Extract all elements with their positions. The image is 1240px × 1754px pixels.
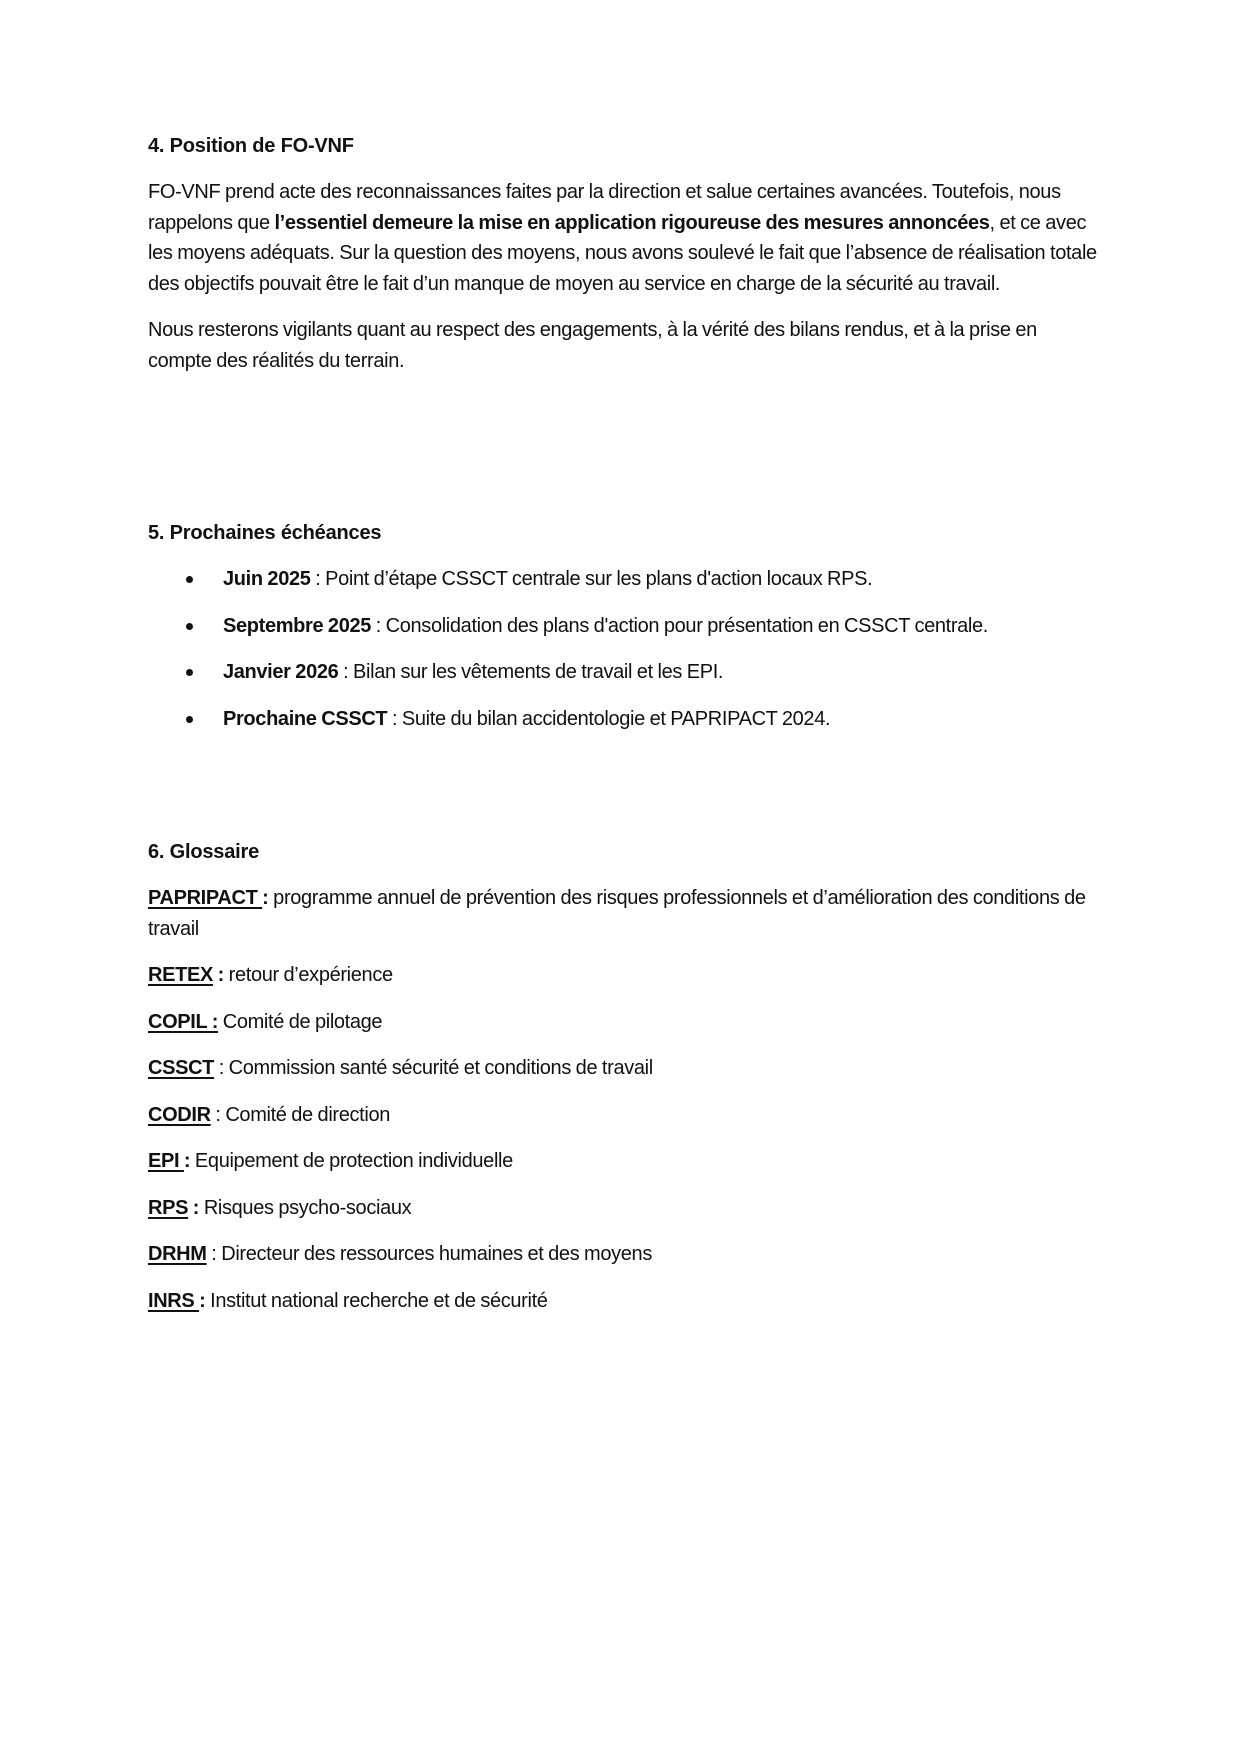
glossary-definition: Directeur des ressources humaines et des moyens bbox=[216, 1243, 652, 1265]
glossary-term: RETEX bbox=[148, 964, 213, 986]
section-heading: 5. Prochaines échéances bbox=[148, 522, 382, 544]
glossary-term: RPS bbox=[148, 1196, 189, 1219]
glossary-list bbox=[148, 883, 1098, 1316]
glossary-separator: : bbox=[188, 1196, 200, 1219]
deadline-text: : Point d’étape CSSCT centrale sur les plans d'action locaux RPS. bbox=[310, 568, 873, 590]
glossary-term: DRHM bbox=[148, 1243, 207, 1265]
glossary-entry bbox=[148, 883, 1098, 944]
glossary-entry bbox=[148, 1053, 1098, 1084]
deadline-label: Juin 2025 bbox=[223, 568, 311, 590]
section-heading: 6. Glossaire bbox=[148, 841, 259, 863]
paragraph-text: FO-VNF prend acte des reconnaissances faites par la direction et salue certaines avancées. Toutefois, nous rappelons que bbox=[148, 181, 1061, 234]
glossary-separator: : bbox=[199, 1289, 206, 1312]
deadline-label: Septembre 2025 bbox=[223, 614, 372, 637]
glossary-term: PAPRIPACT bbox=[148, 887, 263, 909]
bullet-icon bbox=[186, 576, 193, 583]
glossary-entry bbox=[148, 1239, 1098, 1270]
deadline-label: Janvier 2026 bbox=[223, 661, 339, 683]
glossary-definition: Equipement de protection individuelle bbox=[190, 1150, 513, 1172]
section-prochaines-echeances bbox=[148, 518, 1098, 734]
bullet-icon bbox=[186, 623, 193, 630]
glossary-definition: Risques psycho-sociaux bbox=[199, 1196, 412, 1219]
glossary-entry bbox=[148, 1007, 1098, 1038]
glossary-definition: Comité de direction bbox=[220, 1103, 390, 1126]
glossary-entry bbox=[148, 1100, 1098, 1131]
glossary-entry bbox=[148, 1286, 1098, 1317]
deadline-item bbox=[148, 704, 1098, 735]
glossary-definition: Institut national recherche et de sécurité bbox=[205, 1289, 548, 1312]
deadline-text: : Suite du bilan accidentologie et PAPRIPACT 2024. bbox=[387, 707, 831, 730]
deadline-item bbox=[148, 564, 1098, 595]
glossary-entry bbox=[148, 960, 1098, 991]
glossary-definition: programme annuel de prévention des risques professionnels et d’amélioration des conditions de travail bbox=[148, 887, 1086, 940]
glossary-separator: : bbox=[210, 1103, 221, 1126]
section-glossaire bbox=[148, 837, 1098, 1316]
glossary-definition: Commission santé sécurité et conditions de travail bbox=[223, 1057, 653, 1079]
section-heading: 4. Position de FO-VNF bbox=[148, 135, 354, 157]
paragraph-position bbox=[148, 177, 1098, 299]
paragraph-vigilance: Nous resterons vigilants quant au respect des engagements, à la vérité des bilans rendus, et à la prise en compte des réalités du terrain. bbox=[148, 319, 1037, 372]
glossary-term: CODIR bbox=[148, 1103, 211, 1126]
deadline-text: : Bilan sur les vêtements de travail et les EPI. bbox=[338, 661, 724, 683]
glossary-separator: : bbox=[206, 1243, 217, 1265]
glossary-term: EPI bbox=[148, 1150, 184, 1172]
glossary-separator: : bbox=[183, 1150, 191, 1172]
glossary-definition: retour d’expérience bbox=[223, 964, 393, 986]
glossary-separator: : bbox=[262, 887, 269, 909]
bullet-icon bbox=[186, 669, 193, 676]
section-position-fo-vnf bbox=[148, 131, 1098, 376]
bullet-icon bbox=[186, 716, 193, 723]
deadline-text: : Consolidation des plans d'action pour présentation en CSSCT centrale. bbox=[371, 614, 988, 637]
glossary-entry bbox=[148, 1193, 1098, 1224]
glossary-entry bbox=[148, 1146, 1098, 1177]
deadlines-list bbox=[148, 564, 1098, 734]
glossary-term: CSSCT bbox=[148, 1057, 215, 1079]
glossary-term: INRS bbox=[148, 1289, 200, 1312]
glossary-separator: : bbox=[214, 1057, 224, 1079]
glossary-separator: : bbox=[212, 964, 224, 986]
glossary-term: COPIL : bbox=[148, 1010, 219, 1033]
glossary-definition: Comité de pilotage bbox=[218, 1010, 383, 1033]
paragraph-emphasis: l’essentiel demeure la mise en application rigoureuse des mesures annoncées bbox=[274, 211, 990, 234]
deadline-label: Prochaine CSSCT bbox=[223, 707, 388, 730]
paragraph-text: , et ce avec les moyens adéquats. Sur la question des moyens, nous avons soulevé le fait que l’absence de réalisation totale des objectifs pouvait être le fait d’un manque de moyen au service en charge de la sécurité au travail. bbox=[148, 211, 1097, 295]
deadline-item bbox=[148, 611, 1098, 642]
deadline-item bbox=[148, 657, 1098, 688]
